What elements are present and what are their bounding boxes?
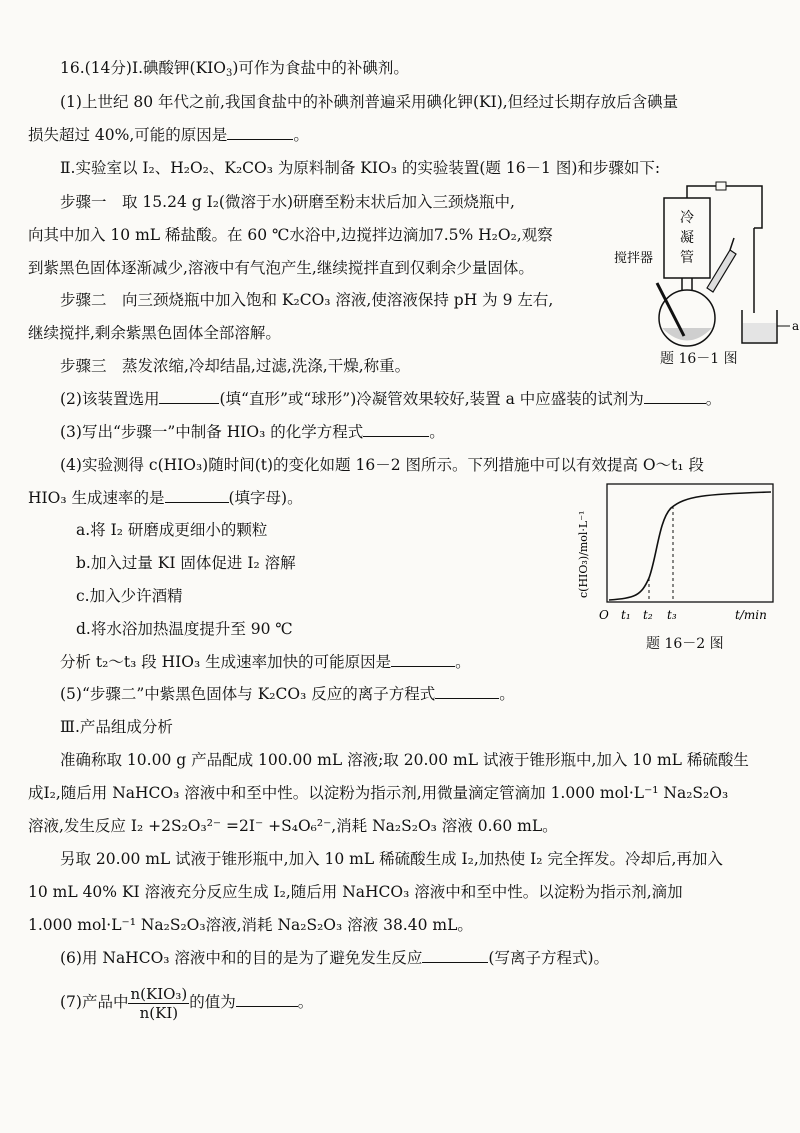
step2-line2: 继续搅拌,剩余紫黑色固体全部溶解。 <box>28 324 281 342</box>
step1-line2: 向其中加入 10 mL 稀盐酸。在 60 ℃水浴中,边搅拌边滴加7.5% H₂O₂,观察 <box>28 226 553 244</box>
graph-t3-label: t₃ <box>667 608 677 622</box>
graph-t2-label: t₂ <box>643 608 653 622</box>
analysis-b-line2: 10 mL 40% KI 溶液充分反应生成 I₂,随后用 NaHCO₃ 溶液中和至中性。以淀粉为指示剂,滴加 <box>28 883 683 901</box>
tube-joint <box>716 182 726 190</box>
step1-line3: 到紫黑色固体逐渐减少,溶液中有气泡产生,继续搅拌直到仅剩余少量固体。 <box>28 259 534 277</box>
answer-blank-7[interactable] <box>236 992 298 1007</box>
condenser-label-3: 管 <box>680 250 694 266</box>
mole-ratio-fraction <box>128 985 189 1022</box>
analysis-b-line1: 另取 20.00 mL 试液于锥形瓶中,加入 10 mL 稀硫酸生成 I₂,加热使 I₂ 完全挥发。冷却后,再加入 <box>60 850 723 868</box>
q1-line2: 损失超过 40%,可能的原因是 。 <box>28 126 309 144</box>
condenser-label-1: 冷 <box>680 210 694 226</box>
option-d: d.将水浴加热温度提升至 90 ℃ <box>76 620 293 638</box>
q1-text: 损失超过 40%,可能的原因是 <box>28 126 228 144</box>
section-3-title: Ⅲ.产品组成分析 <box>60 718 173 736</box>
figure-16-2-graph <box>575 478 795 628</box>
q4-line3: 分析 t₂～t₃ 段 HIO₃ 生成速率加快的可能原因是 。 <box>60 653 471 671</box>
q6-line: (6)用 NaHCO₃ 溶液中和的目的是为了避免发生反应 (写离子方程式)。 <box>60 949 610 967</box>
condenser-label-2: 凝 <box>680 230 694 246</box>
question-header-text: 16.(14分)Ⅰ.碘酸钾(KIO <box>60 59 226 77</box>
fraction-numerator: n(KIO₃) <box>130 984 188 1003</box>
answer-blank-2a[interactable] <box>159 389 219 404</box>
graph-t1-label: t₁ <box>621 608 631 622</box>
q7-line: (7)产品中 $\frac{\text{n(KIO₃)}}{n(KI)}$ 的值为 。 <box>60 984 314 1022</box>
answer-blank-2b[interactable] <box>644 389 706 404</box>
q1-line1: (1)上世纪 80 年代之前,我国食盐中的补碘剂普遍采用碘化钾(KI),但经过长期存放后含碘量 <box>60 93 679 111</box>
concentration-curve <box>609 492 771 600</box>
section-2-intro: Ⅱ.实验室以 I₂、H₂O₂、K₂CO₃ 为原料制备 KIO₃ 的实验装置(题 16－1 图)和步骤如下: <box>60 159 661 177</box>
question-header: 16.(14分)Ⅰ.碘酸钾$(KIO_3)$可作为食盐中的补碘剂。 <box>60 59 409 79</box>
answer-blank-5[interactable] <box>435 684 499 699</box>
option-c: c.加入少许酒精 <box>76 587 183 605</box>
q2-line: (2)该装置选用 (填“直形”或“球形”)冷凝管效果较好,装置 a 中应盛装的试剂为 。 <box>60 390 722 408</box>
answer-blank-4a[interactable] <box>165 488 229 503</box>
answer-blank-3[interactable] <box>363 422 429 437</box>
q4-line2: HIO₃ 生成速率的是 (填字母)。 <box>28 489 303 507</box>
stirrer-label: 搅拌器 <box>614 251 654 266</box>
dropping-funnel <box>707 250 736 292</box>
analysis-a-line2: 成I₂,随后用 NaHCO₃ 溶液中和至中性。以淀粉为指示剂,用微量滴定管滴加 1.000 mol·L⁻¹ Na₂S₂O₃ <box>28 784 729 802</box>
option-b: b.加入过量 KI 固体促进 I₂ 溶解 <box>76 554 296 572</box>
step1-line1: 步骤一 取 15.24 g I₂(微溶于水)研磨至粉末状后加入三颈烧瓶中, <box>60 193 515 211</box>
q4-line1: (4)实验测得 c(HIO₃)随时间(t)的变化如题 16－2 图所示。下列措施中可以有效提高 O～t₁ 段 <box>60 456 704 474</box>
analysis-a-line1: 准确称取 10.00 g 产品配成 100.00 mL 溶液;取 20.00 mL 试液于锥形瓶中,加入 10 mL 稀硫酸生 <box>60 751 749 769</box>
answer-blank-4b[interactable] <box>391 652 455 667</box>
figure-16-2-caption: 题 16－2 图 <box>646 636 724 652</box>
graph-origin-label: O <box>599 608 609 622</box>
q5-line: (5)“步骤二”中紫黑色固体与 K₂CO₃ 反应的离子方程式 。 <box>60 685 515 703</box>
analysis-b-line3: 1.000 mol·L⁻¹ Na₂S₂O₃溶液,消耗 Na₂S₂O₃ 溶液 38.40 mL。 <box>28 916 473 934</box>
answer-blank-1[interactable] <box>227 125 293 140</box>
q3-line: (3)写出“步骤一”中制备 HIO₃ 的化学方程式 。 <box>60 423 445 441</box>
beaker-a-label: a <box>792 319 800 333</box>
graph-y-label: c(HIO₃)/mol·L⁻¹ <box>577 510 590 598</box>
figure-16-1-caption: 题 16－1 图 <box>660 351 738 367</box>
figure-16-1-apparatus <box>612 178 800 348</box>
graph-x-label: t/min <box>735 608 767 622</box>
step2-line1: 步骤二 向三颈烧瓶中加入饱和 K₂CO₃ 溶液,使溶液保持 pH 为 9 左右, <box>60 291 554 309</box>
option-a: a.将 I₂ 研磨成更细小的颗粒 <box>76 521 268 539</box>
analysis-a-line3: 溶液,发生反应 I₂ +2S₂O₃²⁻ =2I⁻ +S₄O₆²⁻,消耗 Na₂S₂O₃ 溶液 0.60 mL。 <box>28 817 558 835</box>
answer-blank-6[interactable] <box>422 948 488 963</box>
fraction-denominator: n(KI) <box>139 1003 179 1022</box>
graph-frame <box>607 484 773 602</box>
step3-line: 步骤三 蒸发浓缩,冷却结晶,过滤,洗涤,干燥,称重。 <box>60 357 411 375</box>
question-header-tail: )可作为食盐中的补碘剂。 <box>232 59 409 77</box>
